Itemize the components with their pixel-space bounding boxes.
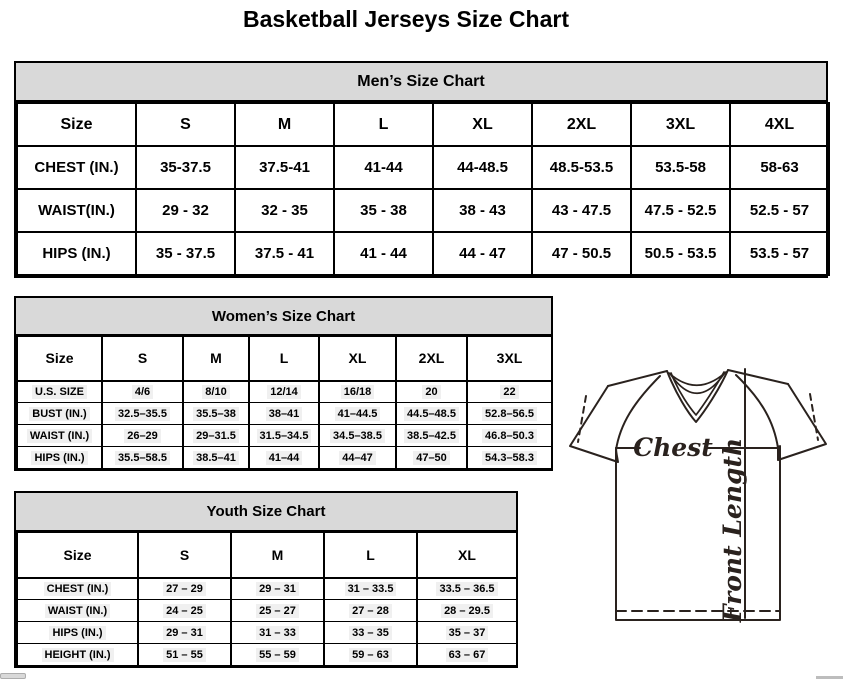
table-row	[17, 425, 552, 447]
table-cell: 41–44.5	[319, 403, 396, 425]
table-cell: 35 - 38	[334, 189, 433, 232]
table-cell: 38 - 43	[433, 189, 532, 232]
row-label: WAIST (IN.)	[17, 600, 138, 622]
table-row	[17, 381, 552, 403]
table-cell: 24 – 25	[138, 600, 231, 622]
table-cell: 25 – 27	[231, 600, 324, 622]
table-cell: 53.5-58	[631, 146, 730, 189]
front-length-label: Front Length	[718, 437, 747, 623]
table-cell: 20	[396, 381, 467, 403]
table-cell: 27 – 29	[138, 578, 231, 600]
column-header: S	[136, 103, 235, 146]
table-cell: 63 – 67	[417, 644, 517, 666]
table-cell: 12/14	[249, 381, 319, 403]
table-row	[17, 403, 552, 425]
table-cell: 44-48.5	[433, 146, 532, 189]
table-row	[17, 189, 829, 232]
table-cell: 44–47	[319, 447, 396, 469]
table-header-row	[17, 337, 552, 381]
table-cell: 38–41	[249, 403, 319, 425]
table-cell: 41–44	[249, 447, 319, 469]
jersey-sleeve-right	[778, 384, 826, 460]
table-cell: 53.5 - 57	[730, 232, 829, 275]
column-header: Size	[17, 533, 138, 578]
row-label: WAIST(IN.)	[17, 189, 136, 232]
table-row	[17, 146, 829, 189]
column-header: 3XL	[631, 103, 730, 146]
table-cell: 22	[467, 381, 552, 403]
column-header: S	[102, 337, 183, 381]
table-cell: 58-63	[730, 146, 829, 189]
table-row	[17, 600, 517, 622]
row-label: CHEST (IN.)	[17, 146, 136, 189]
table-cell: 35-37.5	[136, 146, 235, 189]
column-header: M	[183, 337, 249, 381]
column-header: M	[235, 103, 334, 146]
table-cell: 54.3–58.3	[467, 447, 552, 469]
table-header-row	[17, 533, 517, 578]
table-cell: 47 - 50.5	[532, 232, 631, 275]
column-header: XL	[433, 103, 532, 146]
table-cell: 46.8–50.3	[467, 425, 552, 447]
row-label: HIPS (IN.)	[17, 232, 136, 275]
table-cell: 41-44	[334, 146, 433, 189]
table-cell: 51 – 55	[138, 644, 231, 666]
row-label: HEIGHT (IN.)	[17, 644, 138, 666]
table-cell: 50.5 - 53.5	[631, 232, 730, 275]
column-header: 4XL	[730, 103, 829, 146]
table-cell: 48.5-53.5	[532, 146, 631, 189]
table-row	[17, 447, 552, 469]
mens-size-table	[16, 102, 830, 276]
table-cell: 29–31.5	[183, 425, 249, 447]
jersey-cuff-dash-right	[810, 394, 818, 440]
row-label: BUST (IN.)	[17, 403, 102, 425]
row-label: HIPS (IN.)	[17, 447, 102, 469]
youth-size-chart	[14, 491, 518, 668]
jersey-measurement-diagram	[560, 360, 840, 679]
table-cell: 47–50	[396, 447, 467, 469]
table-cell: 43 - 47.5	[532, 189, 631, 232]
jersey-armhole-right	[736, 375, 778, 448]
column-header: Size	[17, 103, 136, 146]
table-cell: 37.5 - 41	[235, 232, 334, 275]
jersey-icon	[560, 360, 840, 679]
womens-chart-title: Women’s Size Chart	[16, 298, 551, 336]
table-cell: 31.5–34.5	[249, 425, 319, 447]
column-header: 2XL	[396, 337, 467, 381]
column-header: 2XL	[532, 103, 631, 146]
column-header: XL	[319, 337, 396, 381]
table-row	[17, 644, 517, 666]
table-cell: 38.5–42.5	[396, 425, 467, 447]
table-cell: 4/6	[102, 381, 183, 403]
row-label: HIPS (IN.)	[17, 622, 138, 644]
table-row	[17, 232, 829, 275]
table-header-row	[17, 103, 829, 146]
row-label: CHEST (IN.)	[17, 578, 138, 600]
table-cell: 44 - 47	[433, 232, 532, 275]
table-cell: 28 – 29.5	[417, 600, 517, 622]
table-cell: 31 – 33.5	[324, 578, 417, 600]
mens-size-chart	[14, 61, 828, 278]
table-row	[17, 622, 517, 644]
column-header: 3XL	[467, 337, 552, 381]
womens-size-table	[16, 336, 553, 469]
youth-size-table	[16, 532, 518, 666]
table-cell: 35.5–38	[183, 403, 249, 425]
table-cell: 38.5–41	[183, 447, 249, 469]
page-title: Basketball Jerseys Size Chart	[242, 6, 569, 32]
table-cell: 29 – 31	[231, 578, 324, 600]
table-cell: 35 – 37	[417, 622, 517, 644]
chest-label: Chest	[633, 433, 713, 462]
table-cell: 59 – 63	[324, 644, 417, 666]
womens-size-chart	[14, 296, 553, 471]
table-cell: 32 - 35	[235, 189, 334, 232]
table-cell: 52.5 - 57	[730, 189, 829, 232]
table-cell: 52.8–56.5	[467, 403, 552, 425]
table-cell: 16/18	[319, 381, 396, 403]
table-cell: 31 – 33	[231, 622, 324, 644]
table-cell: 26–29	[102, 425, 183, 447]
table-cell: 32.5–35.5	[102, 403, 183, 425]
table-cell: 29 - 32	[136, 189, 235, 232]
jersey-sleeve-left	[570, 386, 618, 462]
jersey-body	[616, 446, 780, 620]
column-header: M	[231, 533, 324, 578]
table-cell: 37.5-41	[235, 146, 334, 189]
table-cell: 27 – 28	[324, 600, 417, 622]
table-cell: 47.5 - 52.5	[631, 189, 730, 232]
column-header: S	[138, 533, 231, 578]
scrollbar-fragment-left[interactable]	[0, 673, 26, 679]
table-cell: 35.5–58.5	[102, 447, 183, 469]
column-header: XL	[417, 533, 517, 578]
mens-chart-title: Men’s Size Chart	[16, 63, 826, 102]
table-row	[17, 578, 517, 600]
row-label: WAIST (IN.)	[17, 425, 102, 447]
column-header: L	[324, 533, 417, 578]
table-cell: 29 – 31	[138, 622, 231, 644]
table-cell: 33.5 – 36.5	[417, 578, 517, 600]
row-label: U.S. SIZE	[17, 381, 102, 403]
table-cell: 34.5–38.5	[319, 425, 396, 447]
column-header: L	[334, 103, 433, 146]
table-cell: 35 - 37.5	[136, 232, 235, 275]
table-cell: 33 – 35	[324, 622, 417, 644]
column-header: L	[249, 337, 319, 381]
table-cell: 55 – 59	[231, 644, 324, 666]
column-header: Size	[17, 337, 102, 381]
table-cell: 44.5–48.5	[396, 403, 467, 425]
table-cell: 8/10	[183, 381, 249, 403]
jersey-cuff-dash-left	[578, 396, 586, 442]
youth-chart-title: Youth Size Chart	[16, 493, 516, 532]
table-cell: 41 - 44	[334, 232, 433, 275]
